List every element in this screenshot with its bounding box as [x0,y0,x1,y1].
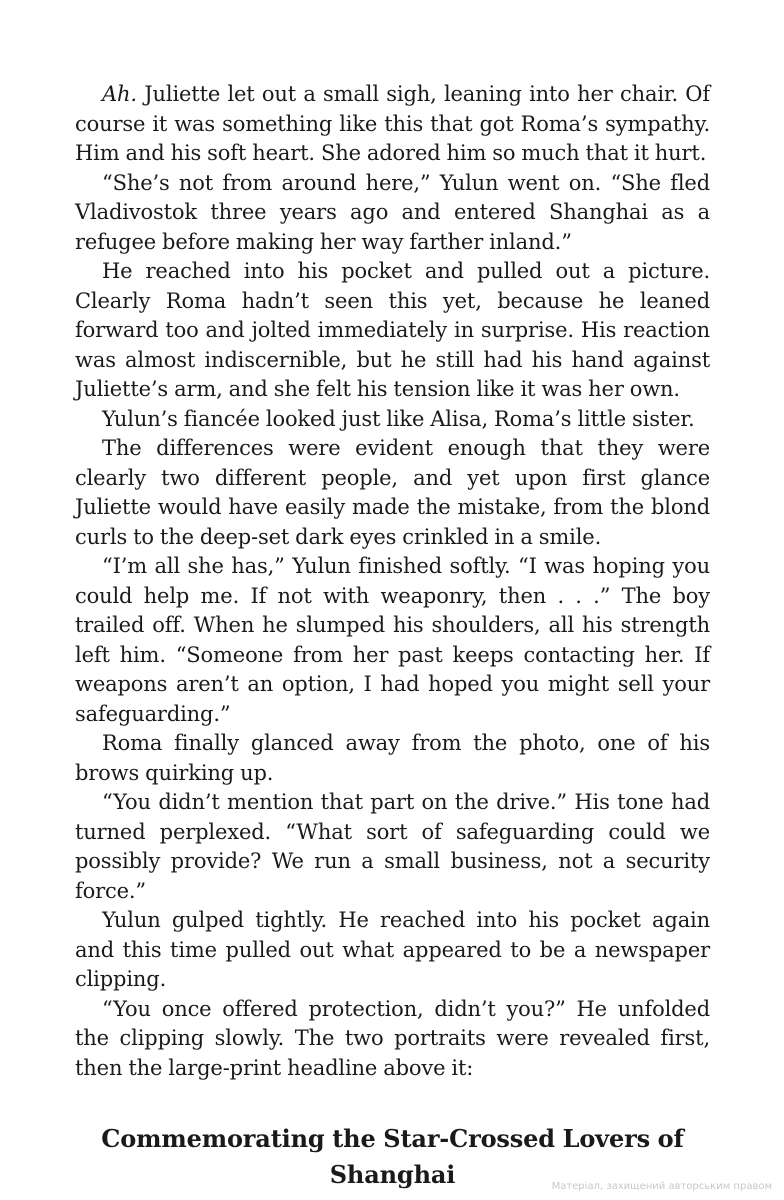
paragraph [75,405,710,435]
paragraph [75,80,710,169]
paragraph-text: “You once offered protection, didn’t you?” He unfolded the clipping slowly. The two portraits were revealed first, then the large-print headline above it: [75,996,710,1080]
paragraph [75,257,710,405]
headline-line-1: Commemorating the Star-Crossed Lovers of [101,1124,684,1153]
paragraph-text: “You didn’t mention that part on the drive.” His tone had turned perplexed. “What sort of safeguarding could we possibly provide? We run a small business, not a security force.” [75,790,710,903]
paragraph-text: Juliette let out a small sigh, leaning into her chair. Of course it was something like this that got Roma’s sympathy. Him and his soft heart. She adored him so much that it hurt. [75,82,710,165]
paragraph-text: “I’m all she has,” Yulun finished softly. “I was hoping you could help me. If not with weaponry, then . . .” The boy trailed off. When he slumped his shoulders, all his strength left him. “Someone from her past keeps contacting her. If weapons aren’t an option, I had hoped you might sell your safeguarding.” [75,554,710,726]
copyright-watermark: Матеріал, захищений авторським правом [551,1181,772,1192]
italic-lead: Ah. [102,82,137,106]
paragraph-text: “She’s not from around here,” Yulun went on. “She fled Vladivostok three years ago and entered Shanghai as a refugee before making her way farther inland.” [75,170,710,254]
headline-line-2: Shanghai [329,1160,456,1189]
paragraph [75,995,710,1084]
paragraph [75,729,710,788]
paragraph [75,552,710,729]
paragraph-text: Yulun gulped tightly. He reached into his pocket again and this time pulled out what appeared to be a newspaper clipping. [75,908,710,991]
paragraph [75,788,710,906]
paragraph-text: Roma finally glanced away from the photo, one of his brows quirking up. [75,731,710,785]
paragraph [75,169,710,258]
paragraph-text: Yulun’s fiancée looked just like Alisa, Roma’s little sister. [102,406,695,431]
paragraph-text: He reached into his pocket and pulled out a picture. Clearly Roma hadn’t seen this yet, because he leaned forward too and jolted immediately in surprise. His reaction was almost indiscernible, but he still had his hand against Juliette’s arm, and she felt his tension like it was her own. [75,259,710,401]
paragraph [75,906,710,995]
paragraph [75,434,710,552]
paragraph-text: The differences were evident enough that they were clearly two different people, and yet upon first glance Juliette would have easily made the mistake, from the blond curls to the deep-set dark eyes crinkled in a smile. [75,436,710,549]
book-page [75,80,710,1193]
